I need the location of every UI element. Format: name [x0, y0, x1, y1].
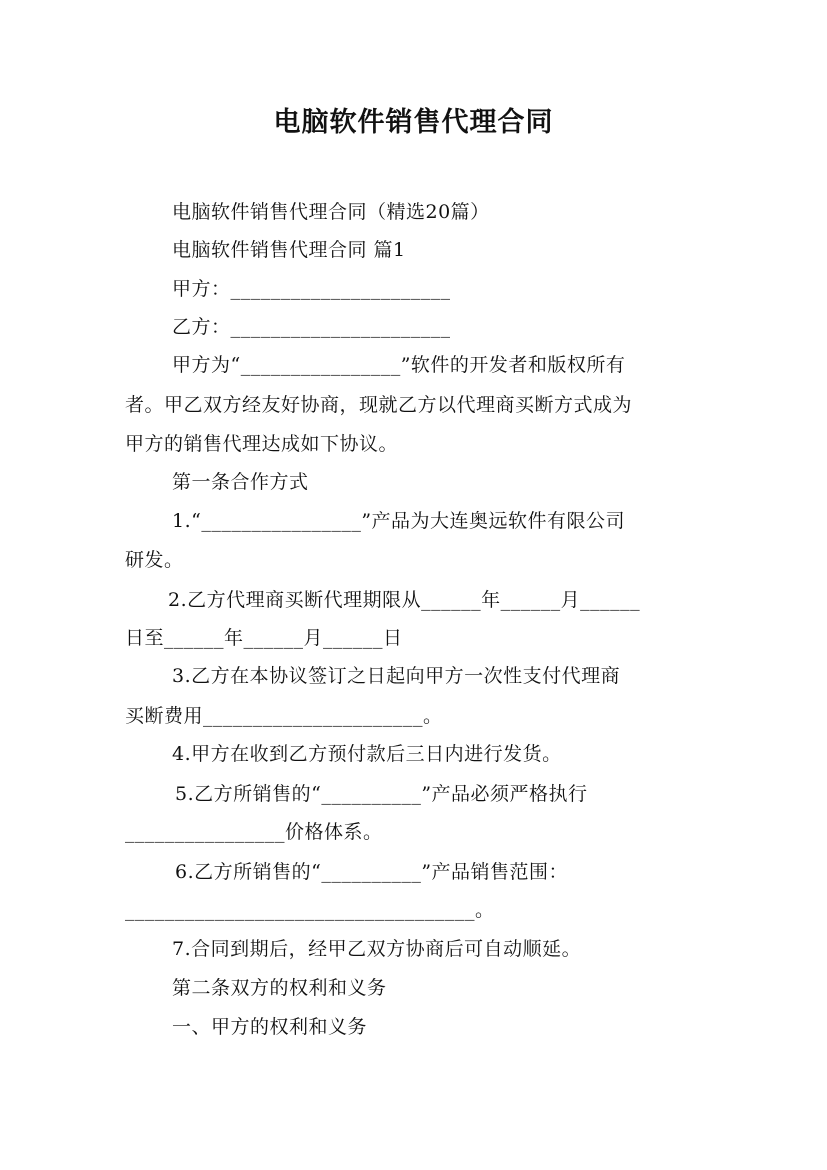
clause-line: 日至______年______月______日	[125, 627, 403, 649]
section-heading: 一、甲方的权利和义务	[172, 1016, 368, 1038]
section-heading: 电脑软件销售代理合同 篇1	[172, 239, 406, 261]
party-b-line: 乙方：______________________	[172, 316, 451, 338]
subtitle-line: 电脑软件销售代理合同（精选20篇）	[172, 201, 490, 223]
clause-line: 买断费用______________________。	[125, 705, 443, 727]
document-title: 电脑软件销售代理合同	[273, 107, 554, 138]
clause-line: 5.乙方所销售的“__________”产品必须严格执行	[175, 783, 588, 805]
clause-line: 2.乙方代理商买断代理期限从______年______月______	[168, 589, 641, 611]
clause-line: 研发。	[125, 549, 184, 571]
clause-line: ________________价格体系。	[125, 821, 383, 843]
clause-line: 4.甲方在收到乙方预付款后三日内进行发货。	[172, 743, 562, 765]
paragraph-line: 者。甲乙双方经友好协商，现就乙方以代理商买断方式成为	[125, 394, 633, 416]
party-a-line: 甲方：______________________	[172, 278, 451, 300]
clause-line: 1.“________________”产品为大连奥远软件有限公司	[172, 510, 626, 532]
clause-line: 3.乙方在本协议签订之日起向甲方一次性支付代理商	[172, 665, 621, 687]
clause-line: 7.合同到期后，经甲乙双方协商后可自动顺延。	[172, 938, 582, 960]
article-heading: 第二条双方的权利和义务	[172, 977, 387, 999]
article-heading: 第一条合作方式	[172, 471, 309, 493]
paragraph-line: 甲方为“________________”软件的开发者和版权所有	[172, 354, 626, 376]
clause-line: 6.乙方所销售的“__________”产品销售范围：	[175, 861, 569, 883]
paragraph-line: 甲方的销售代理达成如下协议。	[125, 433, 399, 455]
clause-line: ___________________________________。	[125, 899, 495, 921]
